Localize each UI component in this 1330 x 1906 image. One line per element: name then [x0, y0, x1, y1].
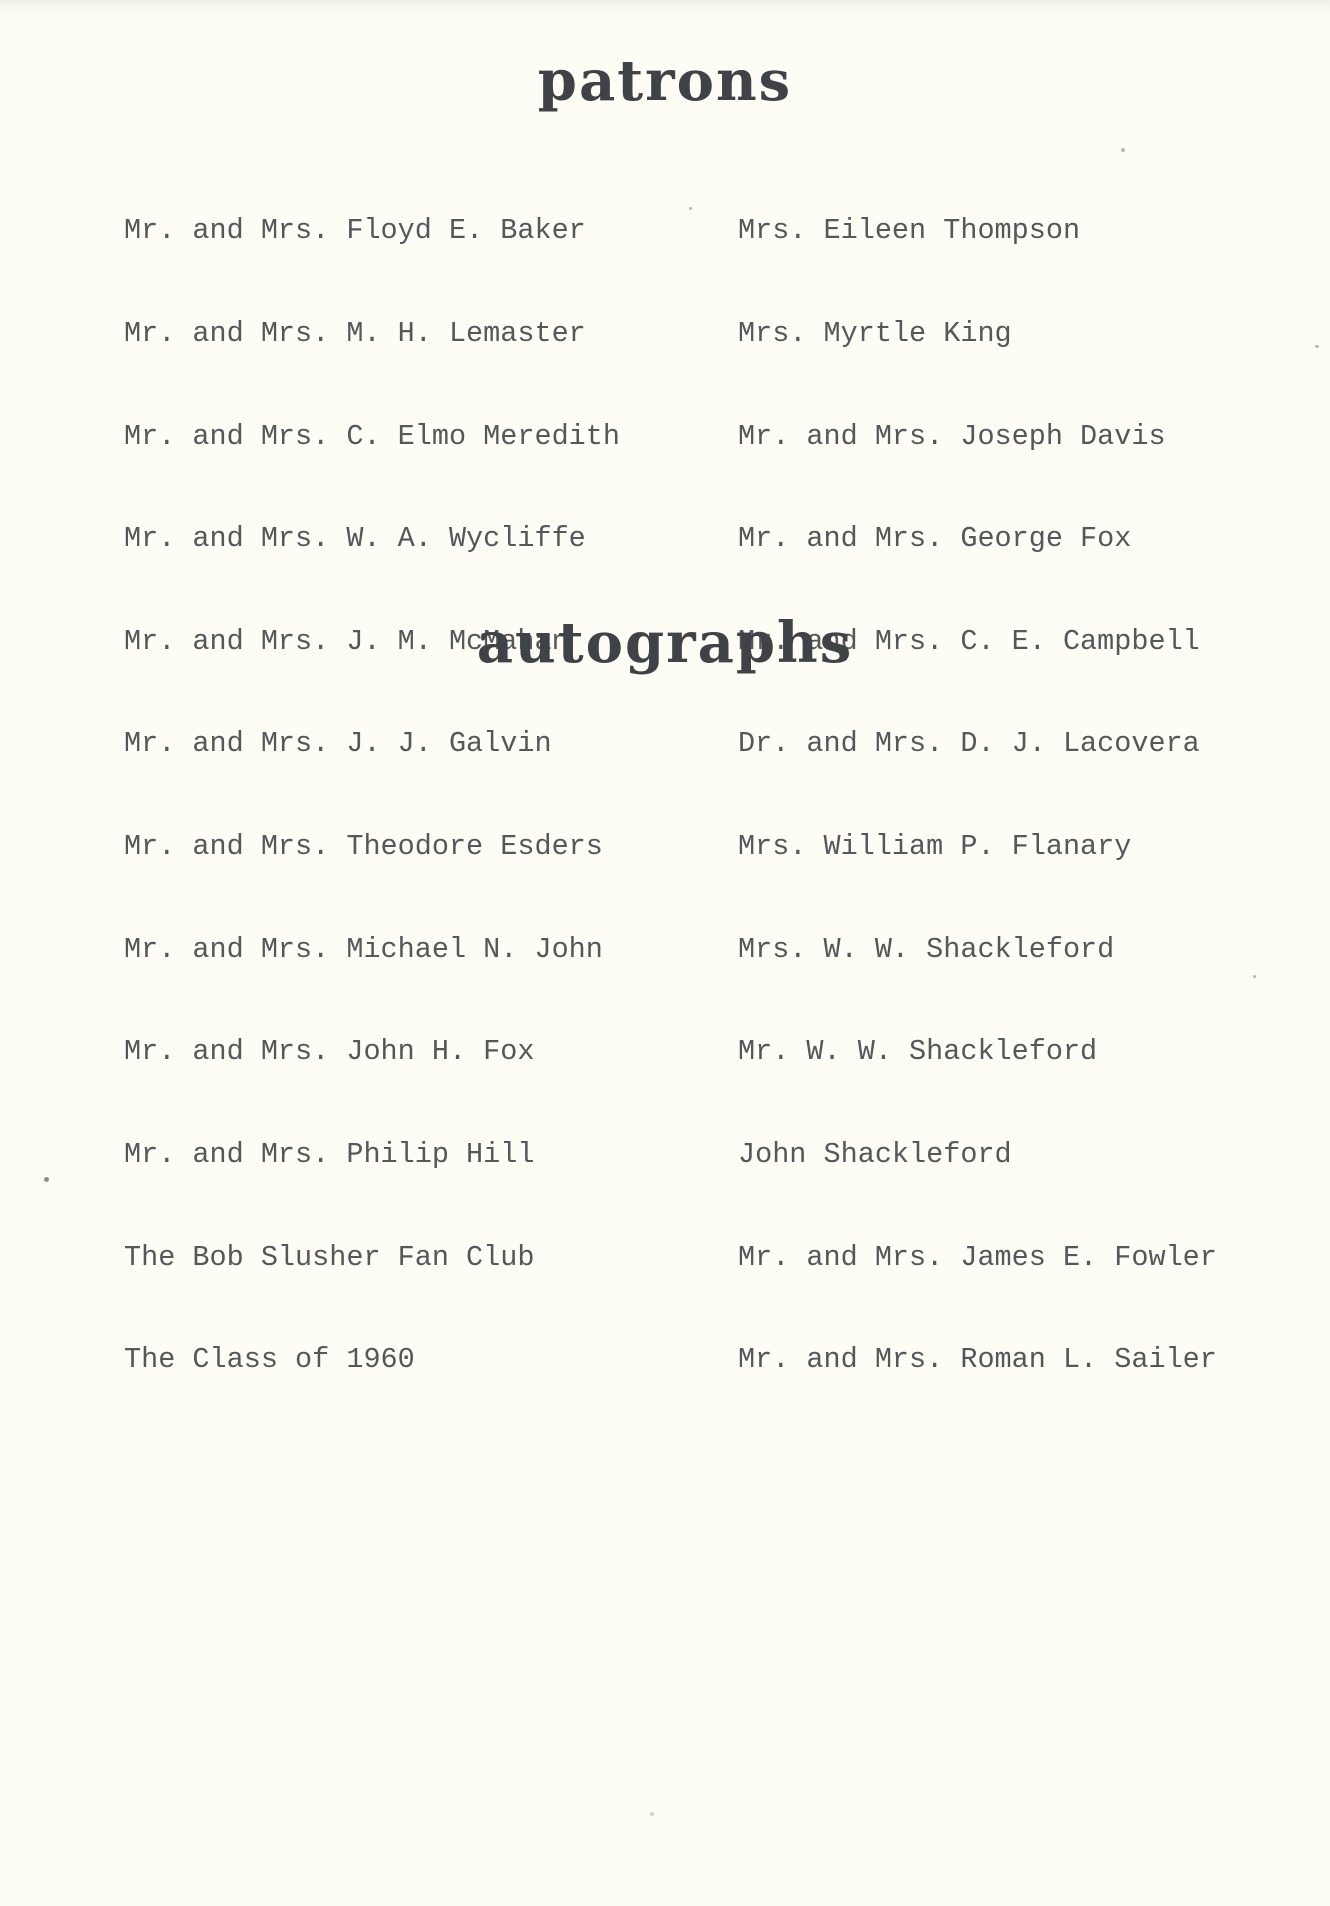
patron-entry: Mr. and Mrs. George Fox: [738, 522, 1132, 556]
patrons-heading: patrons: [537, 48, 793, 114]
patron-entry: Mr. and Mrs. Theodore Esders: [124, 830, 603, 864]
patron-entry: Mr. and Mrs. C. Elmo Meredith: [124, 419, 620, 453]
patron-entry: John Shackleford: [738, 1137, 1012, 1171]
patron-entry: Mr. and Mrs. John H. Fox: [124, 1035, 535, 1069]
patron-entry: The Class of 1960: [124, 1343, 415, 1377]
patron-entry: Dr. and Mrs. D. J. Lacovera: [738, 727, 1200, 761]
patron-entry: Mr. and Mrs. W. A. Wycliffe: [124, 522, 586, 556]
patron-entry: The Bob Slusher Fan Club: [124, 1240, 535, 1274]
patron-entry: Mrs. Eileen Thompson: [738, 214, 1081, 248]
paper-speck: [44, 1177, 49, 1182]
patron-entry: Mrs. William P. Flanary: [738, 830, 1132, 864]
patron-entry: Mr. and Mrs. C. E. Campbell: [738, 624, 1200, 658]
patron-entry: Mr. W. W. Shackleford: [738, 1035, 1098, 1069]
patron-entry: Mr. and Mrs. Michael N. John: [124, 932, 603, 966]
patrons-left-column: [124, 146, 620, 1446]
paper-speck: [1315, 345, 1319, 348]
paper-speck: [689, 207, 692, 210]
patron-entry: Mr. and Mrs. Joseph Davis: [738, 419, 1166, 453]
patron-entry: Mrs. Myrtle King: [738, 317, 1012, 351]
patron-entry: Mr. and Mrs. J. J. Galvin: [124, 727, 552, 761]
patrons-right-column: [738, 146, 1217, 1446]
patron-entry: Mr. and Mrs. Roman L. Sailer: [738, 1343, 1217, 1377]
page-edge-shadow: [0, 0, 1330, 14]
patron-entry: Mrs. W. W. Shackleford: [738, 932, 1115, 966]
patron-entry: Mr. and Mrs. J. M. McMahan: [124, 624, 569, 658]
patron-entry: Mr. and Mrs. M. H. Lemaster: [124, 317, 586, 351]
patron-entry: Mr. and Mrs. Philip Hill: [124, 1137, 535, 1171]
patron-entry: Mr. and Mrs. James E. Fowler: [738, 1240, 1217, 1274]
paper-speck: [650, 1812, 654, 1816]
patron-entry: Mr. and Mrs. Floyd E. Baker: [124, 214, 586, 248]
paper-speck: [1121, 148, 1125, 152]
autographs-heading: autographs: [476, 610, 854, 676]
paper-speck: [1253, 975, 1256, 978]
